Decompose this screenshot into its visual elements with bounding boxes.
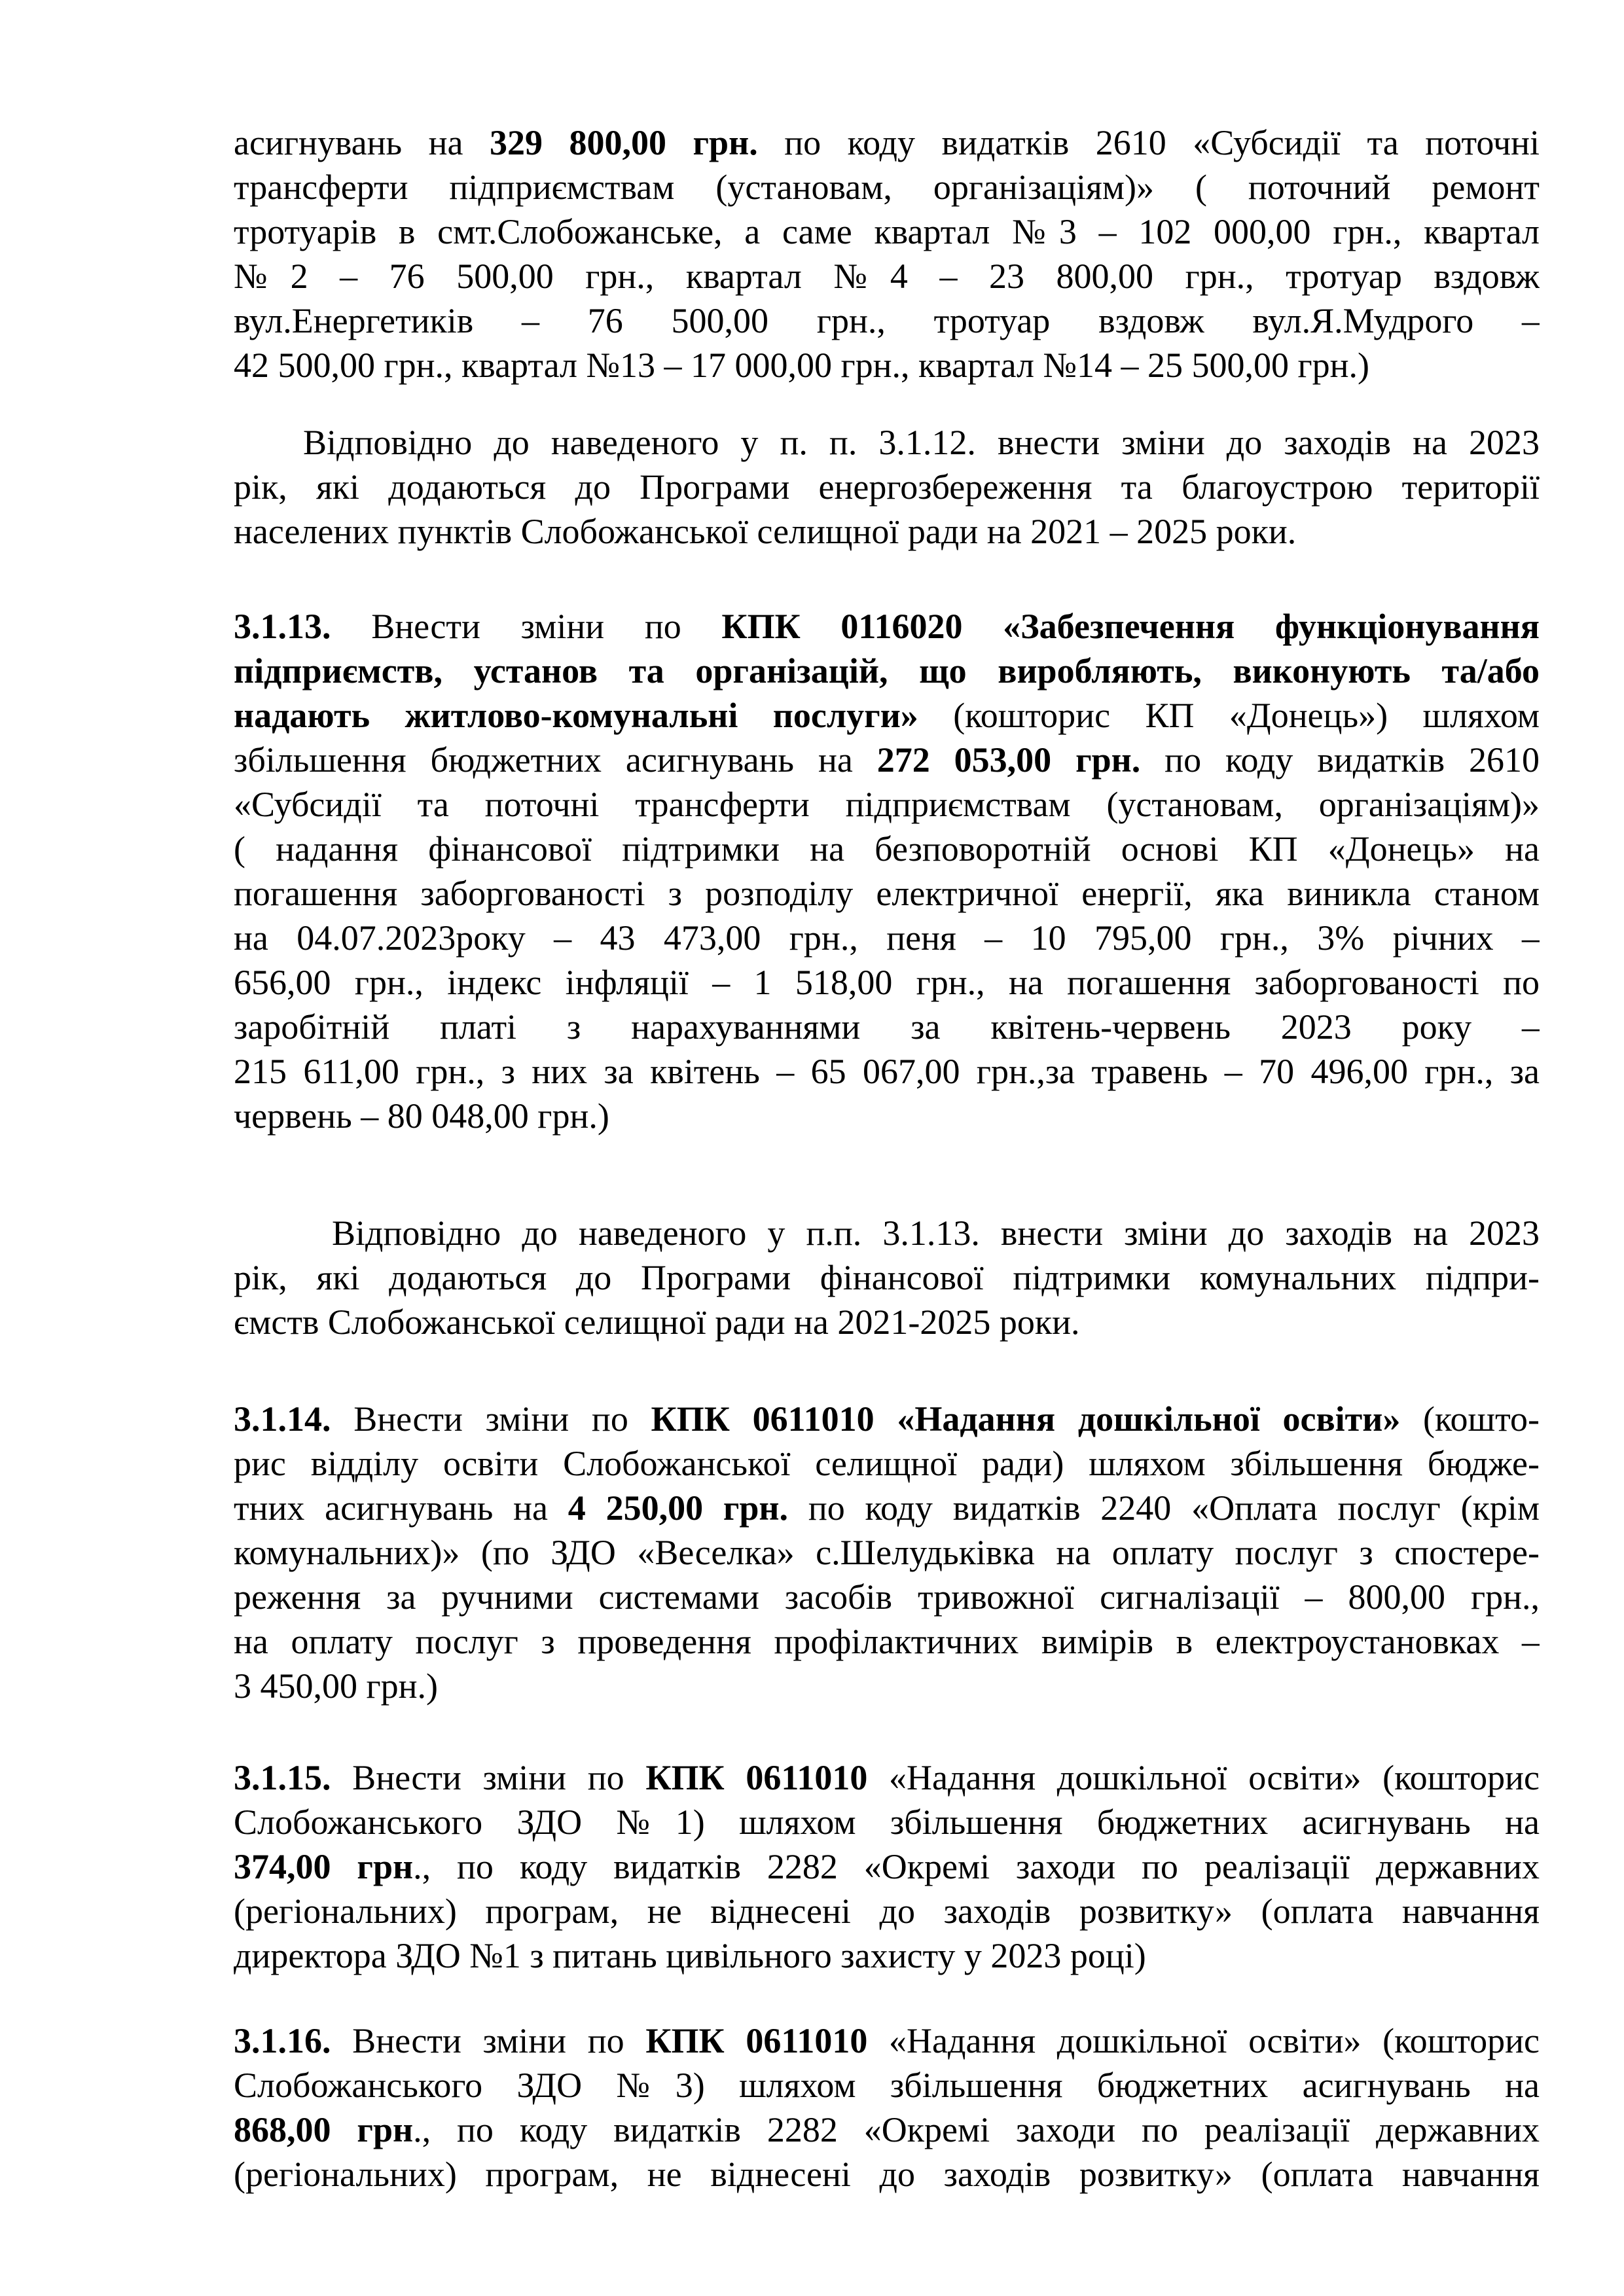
text-line [234, 916, 1540, 960]
text-line [234, 298, 1540, 343]
text-line [234, 1664, 1540, 1708]
text-line [234, 465, 1540, 509]
text-segment: Відповідно до наведеного у п.п. 3.1.13. внести зміни до заходів на 2023 [332, 1213, 1540, 1253]
text-segment: рік, які додаються до Програми фінансової підтримки комунальних підпри- [234, 1258, 1540, 1297]
text-line [234, 1211, 1540, 1255]
bold-text: підприємств, установ та організацій, що виробляють, виконують та/або [234, 651, 1540, 691]
text-line [234, 1049, 1540, 1094]
text-segment: 3 450,00 грн.) [234, 1666, 439, 1706]
text-segment: Внести зміни по [331, 2021, 646, 2060]
text-line [234, 871, 1540, 916]
text-segment: населених пунктів Слобожанської селищної ради на 2021 – 2025 роки. [234, 512, 1297, 551]
text-line [234, 254, 1540, 298]
text-segment: комунальних)» (по ЗДО «Веселка» с.Шелудьківка на оплату послуг з спостере- [234, 1533, 1540, 1572]
text-segment: ., по коду видатків 2282 «Окремі заходи по реалізації державних [413, 1847, 1540, 1886]
text-line [234, 1575, 1540, 1619]
text-line [234, 165, 1540, 209]
text-line [234, 1255, 1540, 1300]
bold-text: 4 250,00 грн. [568, 1488, 789, 1528]
text-line [234, 1094, 1540, 1138]
text-line [234, 782, 1540, 827]
text-segment: 215 611,00 грн., з них за квітень – 65 067,00 грн.,за травень – 70 496,00 грн., за [234, 1052, 1540, 1091]
text-segment: рік, які додаються до Програми енергозбереження та благоустрою території [234, 467, 1540, 507]
text-segment: тротуарів в смт.Слобожанське, а саме квартал №3 – 102 000,00 грн., квартал [234, 212, 1540, 251]
text-segment: Внести зміни по [331, 1758, 646, 1797]
text-segment: вул.Енергетиків – 76 500,00 грн., тротуар вздовж вул.Я.Мудрого – [234, 301, 1540, 340]
text-segment: червень – 80 048,00 грн.) [234, 1096, 609, 1136]
text-segment: (кошто- [1400, 1399, 1540, 1439]
text-segment: №2 – 76 500,00 грн., квартал №4 – 23 800,00 грн., тротуар вздовж [234, 257, 1540, 296]
text-segment: рис відділу освіти Слобожанської селищної ради) шляхом збільшення бюдже- [234, 1444, 1540, 1483]
text-segment: трансферти підприємствам (установам, організаціям)» ( поточний ремонт [234, 168, 1540, 207]
text-segment: 42 500,00 грн., квартал №13 – 17 000,00 грн., квартал №14 – 25 500,00 грн.) [234, 346, 1370, 385]
text-line [234, 1933, 1540, 1978]
paragraph-3-1-13 [234, 604, 1540, 1138]
text-line [234, 1889, 1540, 1933]
text-line [234, 1755, 1540, 1800]
text-segment: Відповідно до наведеного у п. п. 3.1.12. внести зміни до заходів на 2023 [303, 423, 1540, 462]
bold-text: 3.1.15. [234, 1758, 331, 1797]
text-line [234, 2108, 1540, 2152]
bold-text: КПК 0611010 [645, 2021, 868, 2060]
text-segment: ( надання фінансової підтримки на безповоротній основі КП «Донець» на [234, 829, 1540, 869]
text-line [234, 2063, 1540, 2108]
text-segment: «Надання дошкільної освіти» (кошторис [867, 1758, 1540, 1797]
text-line [234, 693, 1540, 738]
paragraph-3-1-14 [234, 1397, 1540, 1708]
paragraph-financial-support-note [234, 1211, 1540, 1344]
text-segment: тних асигнувань на [234, 1488, 568, 1528]
bold-text: 3.1.16. [234, 2021, 331, 2060]
text-segment: «Субсидії та поточні трансферти підприємствам (установам, організаціям)» [234, 785, 1540, 824]
bold-text: 272 053,00 грн. [876, 740, 1141, 780]
text-segment: Слобожанського ЗДО №1) шляхом збільшення бюджетних асигнувань на [234, 1803, 1540, 1842]
text-line [234, 1800, 1540, 1844]
paragraph-allocation-sidewalks [234, 120, 1540, 387]
text-line [234, 209, 1540, 254]
paragraph-3-1-16 [234, 2018, 1540, 2197]
text-segment: 656,00 грн., індекс інфляції – 1 518,00 грн., на погашення заборгованості по [234, 963, 1540, 1002]
bold-text: 329 800,00 грн. [490, 123, 758, 162]
text-line [234, 604, 1540, 649]
bold-text: 3.1.14. [234, 1399, 331, 1439]
text-line [234, 343, 1540, 387]
text-segment: збільшення бюджетних асигнувань на [234, 740, 877, 780]
text-segment: на оплату послуг з проведення профілактичних вимірів в електроустановках – [234, 1622, 1540, 1661]
text-line [234, 509, 1540, 554]
text-line [234, 1441, 1540, 1486]
text-segment: по коду видатків 2610 [1140, 740, 1540, 780]
text-line [234, 1486, 1540, 1530]
paragraph-energy-program-note [234, 420, 1540, 554]
text-segment: заробітній платі з нарахуваннями за квітень-червень 2023 року – [234, 1007, 1540, 1047]
bold-text: КПК 0611010 «Надання дошкільної освіти» [651, 1399, 1401, 1439]
text-line [234, 120, 1540, 165]
text-segment: Слобожанського ЗДО №3) шляхом збільшення бюджетних асигнувань на [234, 2066, 1540, 2105]
text-segment: ємств Слобожанської селищної ради на 2021-2025 роки. [234, 1302, 1080, 1342]
paragraph-3-1-15 [234, 1755, 1540, 1978]
bold-text: КПК 0611010 [645, 1758, 868, 1797]
text-line [234, 960, 1540, 1005]
text-segment: Внести зміни по [331, 1399, 651, 1439]
text-segment: погашення заборгованості з розподілу електричної енергії, яка виникла станом [234, 874, 1540, 913]
bold-text: 374,00 грн [234, 1847, 414, 1886]
text-segment: на 04.07.2023року – 43 473,00 грн., пеня – 10 795,00 грн., 3% річних – [234, 918, 1540, 958]
text-segment: Внести зміни по [331, 607, 722, 646]
bold-text: КПК 0116020 «Забезпечення функціонування [721, 607, 1540, 646]
text-line [234, 2152, 1540, 2197]
text-line [234, 827, 1540, 871]
text-line [234, 738, 1540, 782]
text-line [234, 1530, 1540, 1575]
text-line [234, 1844, 1540, 1889]
text-segment: «Надання дошкільної освіти» (кошторис [867, 2021, 1540, 2060]
bold-text: 868,00 грн [234, 2110, 414, 2149]
text-segment: (регіональних) програм, не віднесені до заходів розвитку» (оплата навчання [234, 1892, 1540, 1931]
text-line [234, 1300, 1540, 1344]
bold-text: 3.1.13. [234, 607, 331, 646]
text-segment: реження за ручними системами засобів тривожної сигналізації – 800,00 грн., [234, 1577, 1540, 1617]
text-line [234, 420, 1540, 465]
text-line [234, 1619, 1540, 1664]
text-line [234, 1005, 1540, 1049]
text-segment: по коду видатків 2610 «Субсидії та поточні [757, 123, 1540, 162]
text-segment: директора ЗДО №1 з питань цивільного захисту у 2023 році) [234, 1936, 1146, 1975]
bold-text: надають житлово-комунальні послуги» [234, 696, 918, 735]
text-segment: по коду видатків 2240 «Оплата послуг (крім [788, 1488, 1540, 1528]
text-line [234, 649, 1540, 693]
text-segment: (регіональних) програм, не віднесені до заходів розвитку» (оплата навчання [234, 2155, 1540, 2194]
text-line [234, 1397, 1540, 1441]
text-line [234, 2018, 1540, 2063]
text-segment: асигнувань на [234, 123, 490, 162]
text-segment: ., по коду видатків 2282 «Окремі заходи по реалізації державних [413, 2110, 1540, 2149]
text-segment: (кошторис КП «Донець») шляхом [918, 696, 1540, 735]
